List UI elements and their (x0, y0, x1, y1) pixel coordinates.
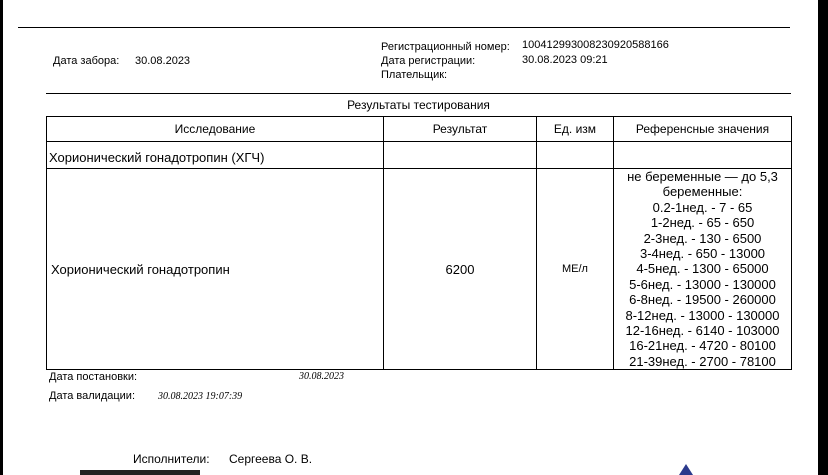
test-name: Хорионический гонадотропин (47, 169, 384, 370)
reference-line: не беременные — до 5,3 (627, 169, 778, 184)
triangle-logo-icon (679, 464, 693, 475)
left-edge (0, 0, 3, 475)
setup-date-label: Дата постановки: (49, 371, 138, 383)
reference-line: 1-2нед. - 65 - 650 (650, 215, 755, 231)
reference-line: 3-4нед. - 650 - 13000 (639, 246, 766, 262)
results-table (46, 116, 792, 370)
top-divider (18, 27, 790, 28)
reference-line: 4-5нед. - 1300 - 65000 (636, 261, 769, 277)
group-empty-result (384, 142, 537, 169)
header-divider (46, 93, 791, 94)
group-empty-reference (614, 142, 792, 169)
reg-number-label: Регистрационный номер: (381, 41, 510, 53)
test-unit: МЕ/л (537, 169, 614, 370)
sample-date-value: 30.08.2023 (135, 55, 191, 67)
setup-date-value: 30.08.2023 (299, 371, 344, 382)
table-row-group (47, 142, 792, 169)
reg-number-value: 1004129930082309205881​66 (522, 39, 669, 51)
reference-line: 8-12нед. - 13000 - 130000 (625, 307, 780, 323)
results-title: Результаты тестирования (347, 98, 490, 112)
group-name: Хорионический гонадотропин (ХГЧ) (47, 142, 384, 169)
reference-line: беременные: (662, 184, 743, 200)
reference-line: 12-16нед. - 6140 - 103000 (625, 323, 780, 339)
validation-date-value: 30.08.2023 19:07:39 (158, 391, 243, 402)
sample-date-label: Дата забора: (53, 55, 120, 67)
test-reference (614, 169, 792, 370)
validation-date-label: Дата валидации: (49, 390, 135, 402)
column-header-test: Исследование (47, 117, 384, 142)
reference-line: 0.2-1нед. - 7 - 65 (652, 199, 753, 215)
lab-logo-fragment (80, 470, 200, 475)
group-empty-unit (537, 142, 614, 169)
reg-date-value: 30.08.2023 09:21 (522, 54, 608, 66)
column-header-reference: Референсные значения (614, 117, 792, 142)
reg-date-label: Дата регистрации: (381, 55, 476, 67)
table-row-test (47, 169, 792, 370)
reference-line: 21-39нед. - 2700 - 78100 (629, 353, 776, 369)
right-edge (818, 0, 828, 475)
performers-label: Исполнители: (133, 452, 210, 466)
performers-value: Сергеева О. В. (229, 452, 313, 466)
reference-line: 6-8нед. - 19500 - 260000 (629, 292, 776, 308)
column-header-unit: Ед. изм (537, 117, 614, 142)
column-header-result: Результат (384, 117, 537, 142)
payer-label: Плательщик: (381, 69, 448, 81)
reference-line: 16-21нед. - 4720 - 80100 (629, 338, 776, 354)
reference-line: 5-6нед. - 13000 - 130000 (629, 276, 776, 292)
test-result: 6200 (384, 169, 537, 370)
reference-line: 2-3нед. - 130 - 6500 (643, 230, 762, 246)
